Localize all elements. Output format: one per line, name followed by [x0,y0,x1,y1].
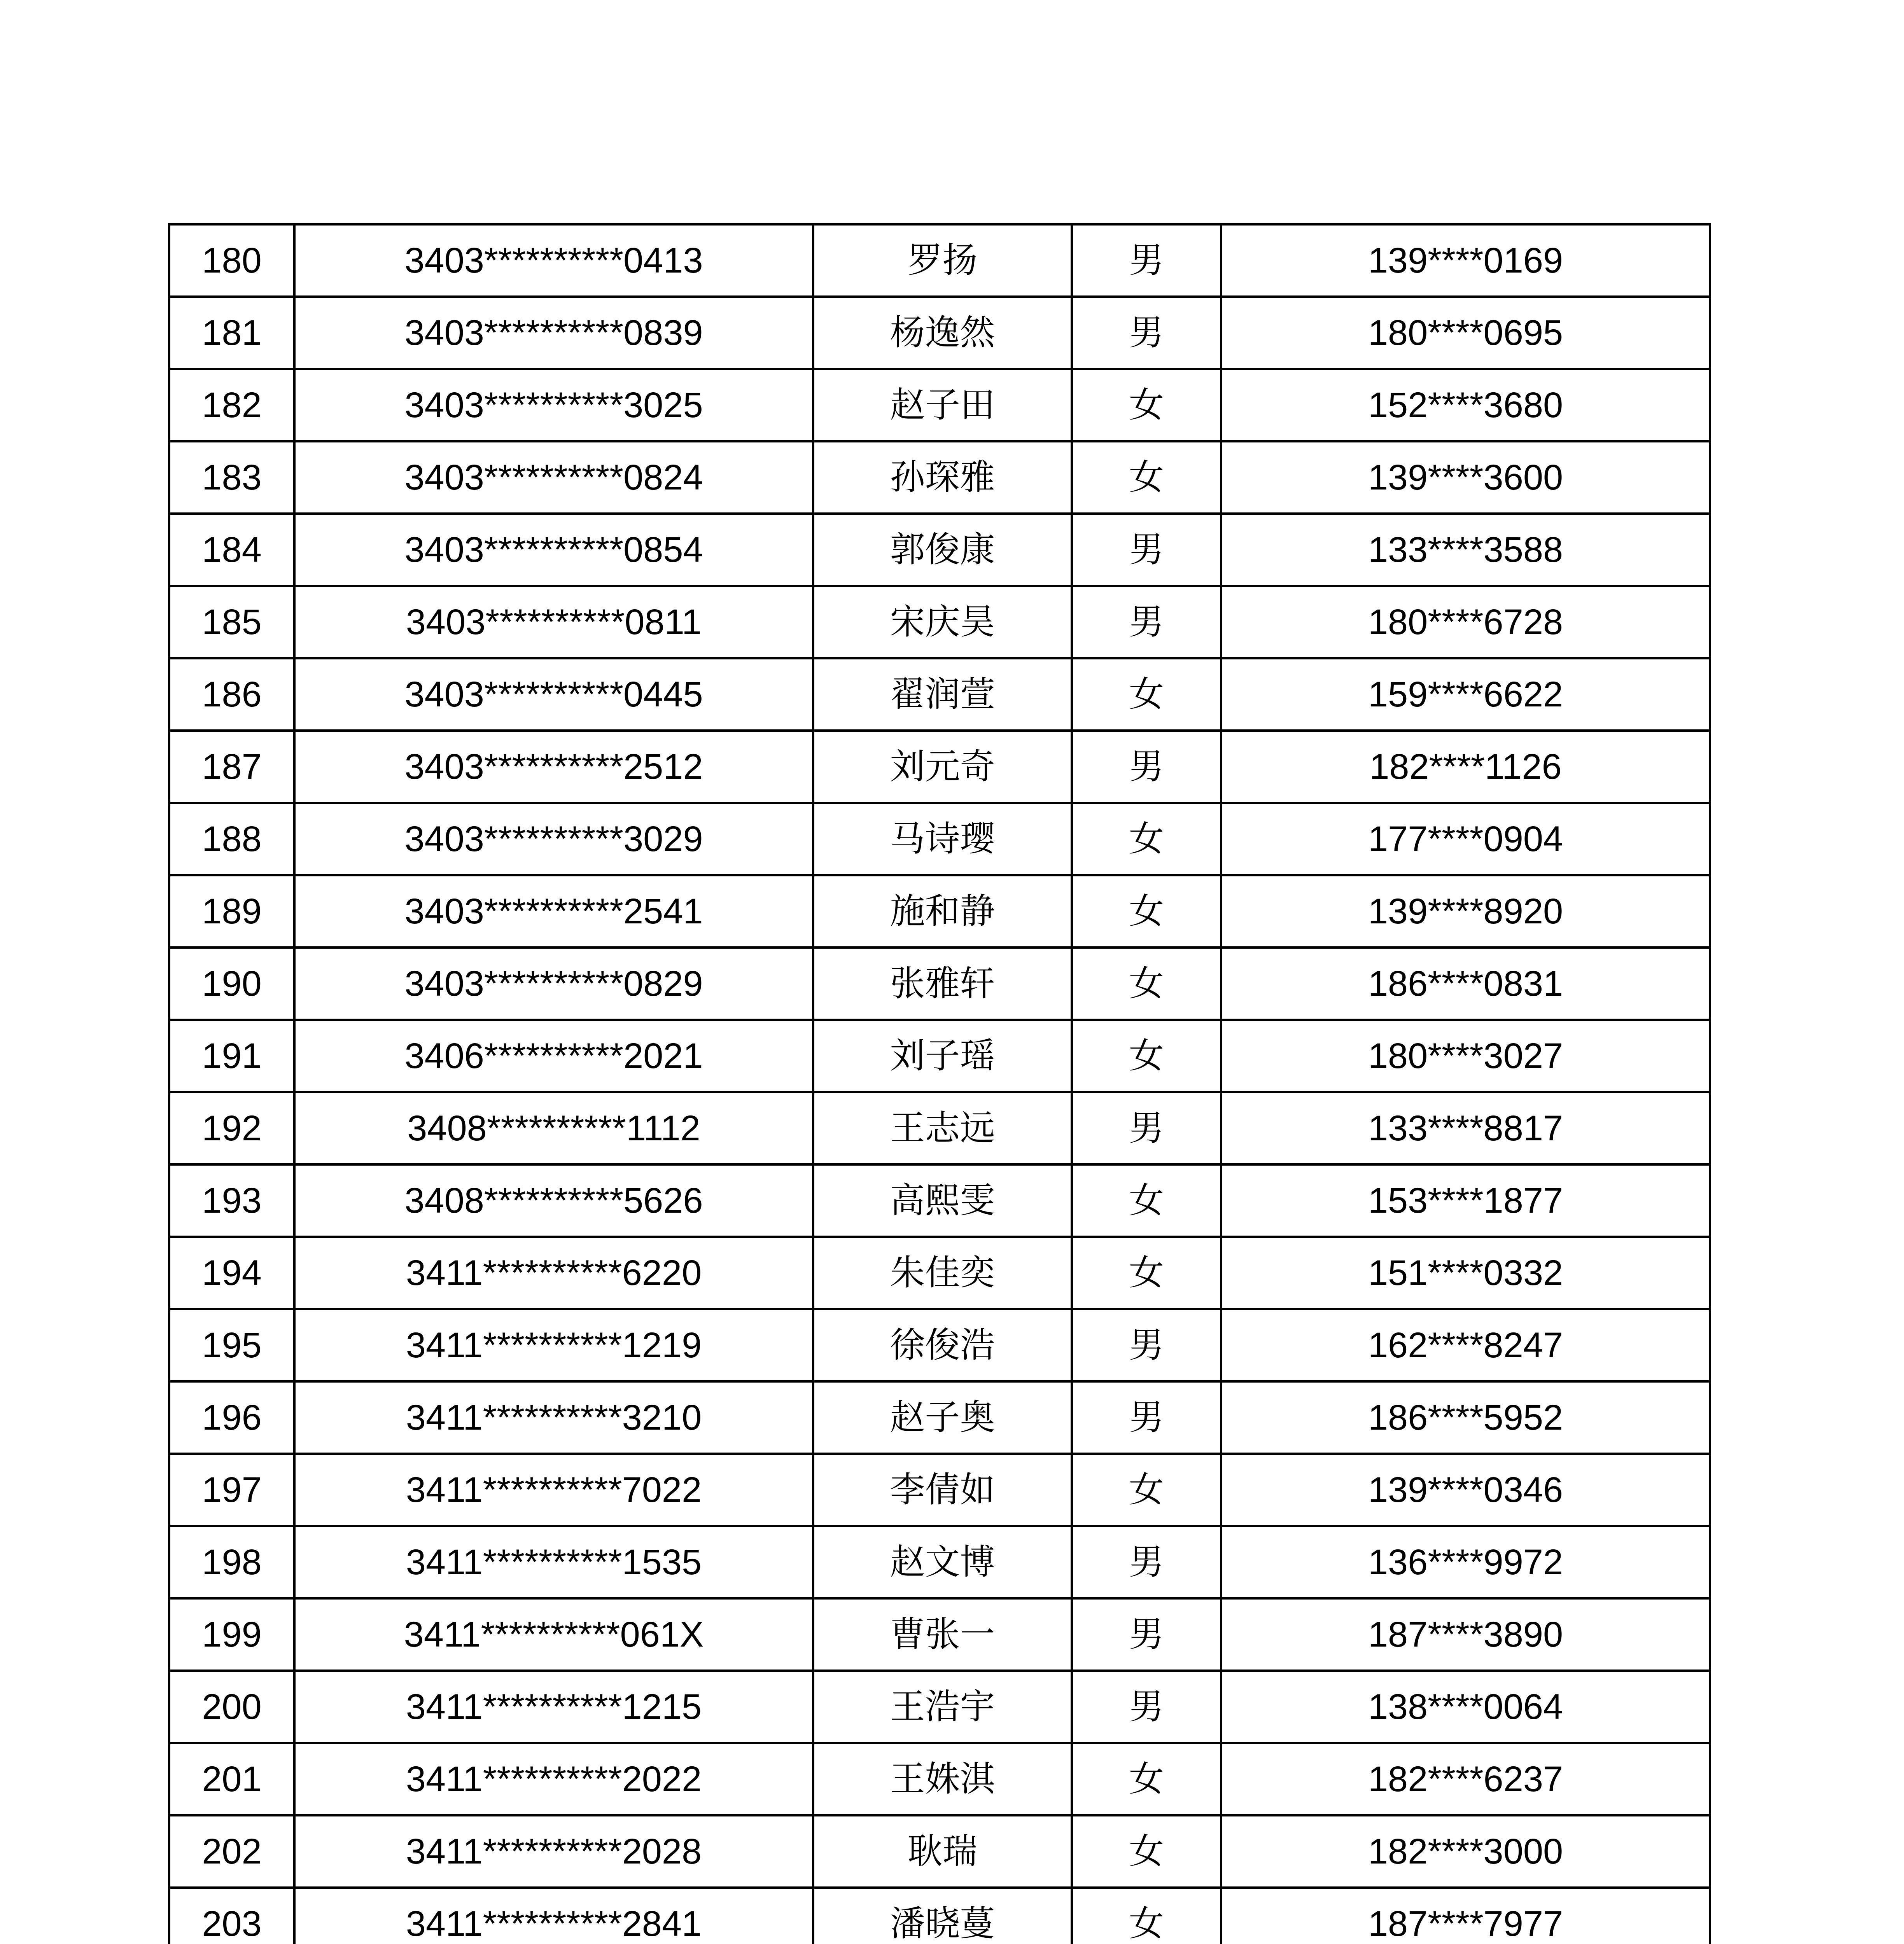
id-number-cell: 3403**********0413 [294,224,813,297]
id-number-cell: 3403**********2512 [294,731,813,803]
gender-cell: 男 [1072,1309,1221,1381]
name-cell: 曹张一 [813,1598,1072,1671]
table-row [169,1815,1710,1888]
row-number-cell: 180 [169,224,294,297]
name-cell: 刘元奇 [813,731,1072,803]
table-row [169,948,1710,1020]
row-number-cell: 201 [169,1743,294,1815]
name-cell: 王浩宇 [813,1671,1072,1743]
gender-cell: 女 [1072,1020,1221,1092]
gender-cell: 女 [1072,1743,1221,1815]
row-number-cell: 182 [169,369,294,441]
gender-cell: 男 [1072,1381,1221,1454]
phone-cell: 182****6237 [1221,1743,1710,1815]
name-cell: 罗扬 [813,224,1072,297]
row-number-cell: 194 [169,1237,294,1309]
row-number-cell: 181 [169,297,294,369]
phone-cell: 152****3680 [1221,369,1710,441]
name-cell: 张雅轩 [813,948,1072,1020]
id-number-cell: 3408**********5626 [294,1164,813,1237]
gender-cell: 女 [1072,658,1221,731]
phone-cell: 187****3890 [1221,1598,1710,1671]
id-number-cell: 3411**********2841 [294,1888,813,1944]
id-number-cell: 3411**********1535 [294,1526,813,1598]
table-row [169,586,1710,658]
name-cell: 孙琛雅 [813,441,1072,514]
roster-table-body [169,224,1710,1944]
gender-cell: 男 [1072,297,1221,369]
name-cell: 耿瑞 [813,1815,1072,1888]
table-row [169,731,1710,803]
row-number-cell: 184 [169,514,294,586]
row-number-cell: 198 [169,1526,294,1598]
gender-cell: 男 [1072,1526,1221,1598]
phone-cell: 159****6622 [1221,658,1710,731]
phone-cell: 162****8247 [1221,1309,1710,1381]
id-number-cell: 3411**********7022 [294,1454,813,1526]
id-number-cell: 3411**********2022 [294,1743,813,1815]
row-number-cell: 192 [169,1092,294,1164]
name-cell: 潘晓蔓 [813,1888,1072,1944]
table-row [169,1454,1710,1526]
row-number-cell: 196 [169,1381,294,1454]
phone-cell: 177****0904 [1221,803,1710,875]
id-number-cell: 3411**********061X [294,1598,813,1671]
gender-cell: 女 [1072,948,1221,1020]
phone-cell: 151****0332 [1221,1237,1710,1309]
row-number-cell: 190 [169,948,294,1020]
name-cell: 郭俊康 [813,514,1072,586]
name-cell: 王姝淇 [813,1743,1072,1815]
name-cell: 宋庆昊 [813,586,1072,658]
table-row [169,1888,1710,1944]
name-cell: 翟润萱 [813,658,1072,731]
id-number-cell: 3411**********1219 [294,1309,813,1381]
table-row [169,1526,1710,1598]
table-row [169,1598,1710,1671]
row-number-cell: 189 [169,875,294,948]
phone-cell: 153****1877 [1221,1164,1710,1237]
name-cell: 李倩如 [813,1454,1072,1526]
id-number-cell: 3408**********1112 [294,1092,813,1164]
gender-cell: 女 [1072,1454,1221,1526]
table-row [169,1164,1710,1237]
row-number-cell: 183 [169,441,294,514]
phone-cell: 138****0064 [1221,1671,1710,1743]
table-row [169,1743,1710,1815]
gender-cell: 女 [1072,1888,1221,1944]
gender-cell: 女 [1072,875,1221,948]
phone-cell: 136****9972 [1221,1526,1710,1598]
gender-cell: 女 [1072,441,1221,514]
id-number-cell: 3411**********1215 [294,1671,813,1743]
row-number-cell: 185 [169,586,294,658]
id-number-cell: 3403**********0829 [294,948,813,1020]
id-number-cell: 3403**********0839 [294,297,813,369]
table-row [169,1092,1710,1164]
name-cell: 朱佳奕 [813,1237,1072,1309]
id-number-cell: 3411**********6220 [294,1237,813,1309]
id-number-cell: 3406**********2021 [294,1020,813,1092]
name-cell: 王志远 [813,1092,1072,1164]
table-row [169,875,1710,948]
roster-table [168,223,1711,1944]
table-row [169,1381,1710,1454]
name-cell: 徐俊浩 [813,1309,1072,1381]
id-number-cell: 3403**********0854 [294,514,813,586]
row-number-cell: 191 [169,1020,294,1092]
phone-cell: 186****5952 [1221,1381,1710,1454]
gender-cell: 女 [1072,803,1221,875]
phone-cell: 182****3000 [1221,1815,1710,1888]
gender-cell: 男 [1072,586,1221,658]
gender-cell: 男 [1072,514,1221,586]
id-number-cell: 3403**********0824 [294,441,813,514]
gender-cell: 男 [1072,224,1221,297]
row-number-cell: 186 [169,658,294,731]
phone-cell: 182****1126 [1221,731,1710,803]
table-row [169,1020,1710,1092]
id-number-cell: 3403**********3029 [294,803,813,875]
table-row [169,1309,1710,1381]
name-cell: 高熙雯 [813,1164,1072,1237]
phone-cell: 180****0695 [1221,297,1710,369]
gender-cell: 女 [1072,369,1221,441]
phone-cell: 139****0346 [1221,1454,1710,1526]
table-row [169,803,1710,875]
name-cell: 施和静 [813,875,1072,948]
gender-cell: 女 [1072,1237,1221,1309]
phone-cell: 180****6728 [1221,586,1710,658]
phone-cell: 187****7977 [1221,1888,1710,1944]
id-number-cell: 3403**********0445 [294,658,813,731]
row-number-cell: 188 [169,803,294,875]
gender-cell: 男 [1072,731,1221,803]
id-number-cell: 3411**********2028 [294,1815,813,1888]
phone-cell: 133****8817 [1221,1092,1710,1164]
row-number-cell: 187 [169,731,294,803]
table-row [169,297,1710,369]
phone-cell: 186****0831 [1221,948,1710,1020]
table-row [169,1237,1710,1309]
name-cell: 赵文博 [813,1526,1072,1598]
phone-cell: 139****3600 [1221,441,1710,514]
name-cell: 马诗璎 [813,803,1072,875]
row-number-cell: 203 [169,1888,294,1944]
name-cell: 刘子瑶 [813,1020,1072,1092]
table-row [169,514,1710,586]
phone-cell: 139****8920 [1221,875,1710,948]
phone-cell: 180****3027 [1221,1020,1710,1092]
id-number-cell: 3403**********0811 [294,586,813,658]
row-number-cell: 197 [169,1454,294,1526]
gender-cell: 女 [1072,1815,1221,1888]
row-number-cell: 200 [169,1671,294,1743]
row-number-cell: 199 [169,1598,294,1671]
table-row [169,658,1710,731]
row-number-cell: 202 [169,1815,294,1888]
row-number-cell: 195 [169,1309,294,1381]
row-number-cell: 193 [169,1164,294,1237]
gender-cell: 女 [1072,1164,1221,1237]
table-row [169,224,1710,297]
phone-cell: 139****0169 [1221,224,1710,297]
table-row [169,1671,1710,1743]
table-row [169,441,1710,514]
name-cell: 杨逸然 [813,297,1072,369]
table-row [169,369,1710,441]
gender-cell: 男 [1072,1598,1221,1671]
id-number-cell: 3403**********2541 [294,875,813,948]
phone-cell: 133****3588 [1221,514,1710,586]
name-cell: 赵子田 [813,369,1072,441]
gender-cell: 男 [1072,1092,1221,1164]
gender-cell: 男 [1072,1671,1221,1743]
id-number-cell: 3403**********3025 [294,369,813,441]
name-cell: 赵子奥 [813,1381,1072,1454]
id-number-cell: 3411**********3210 [294,1381,813,1454]
